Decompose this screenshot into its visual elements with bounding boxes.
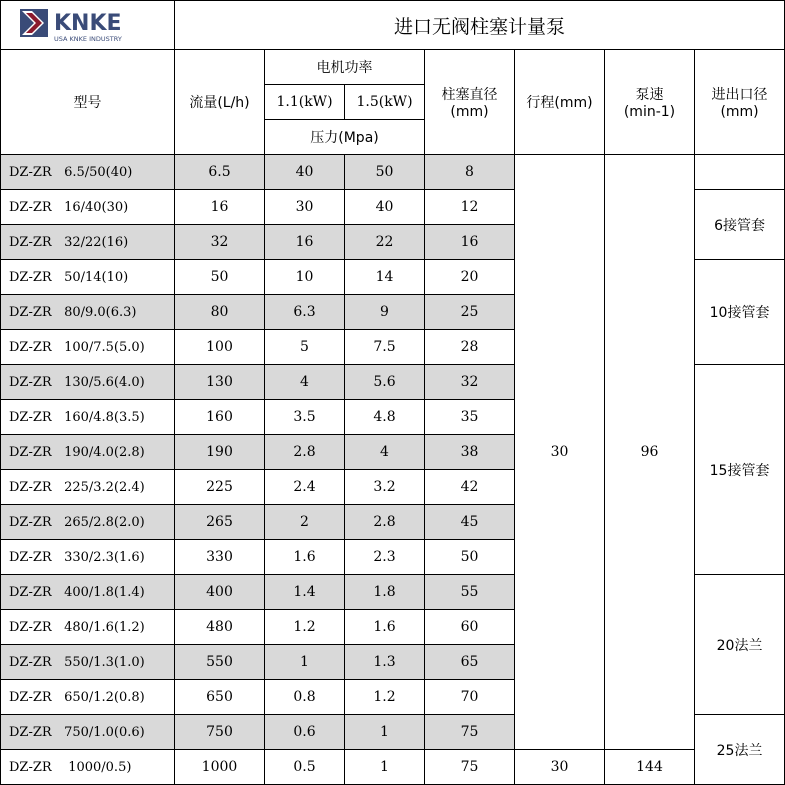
cell-flow: 100 bbox=[175, 330, 265, 365]
header-flow: 流量(L/h) bbox=[175, 50, 265, 155]
cell-pressure-1: 4 bbox=[265, 365, 345, 400]
header-plunger-line2: (mm) bbox=[450, 104, 489, 120]
cell-flow: 16 bbox=[175, 190, 265, 225]
cell-pressure-1: 1.4 bbox=[265, 575, 345, 610]
cell-pressure-1: 0.8 bbox=[265, 680, 345, 715]
cell-pressure-1: 10 bbox=[265, 260, 345, 295]
cell-pressure-2: 1 bbox=[345, 715, 425, 750]
cell-plunger: 60 bbox=[425, 610, 515, 645]
cell-model: DZ-ZR 50/14(10) bbox=[1, 260, 175, 295]
header-power-1: 1.1(kW) bbox=[265, 85, 345, 120]
cell-port: 6接管套 bbox=[695, 190, 785, 260]
cell-model: DZ-ZR 160/4.8(3.5) bbox=[1, 400, 175, 435]
cell-pressure-1: 2 bbox=[265, 505, 345, 540]
cell-flow: 160 bbox=[175, 400, 265, 435]
cell-pressure-2: 1.2 bbox=[345, 680, 425, 715]
cell-pressure-2: 5.6 bbox=[345, 365, 425, 400]
cell-pressure-2: 1.3 bbox=[345, 645, 425, 680]
cell-pressure-2: 7.5 bbox=[345, 330, 425, 365]
cell-model: DZ-ZR 80/9.0(6.3) bbox=[1, 295, 175, 330]
cell-pressure-1: 5 bbox=[265, 330, 345, 365]
page-title: 进口无阀柱塞计量泵 bbox=[175, 1, 785, 50]
title-row bbox=[1, 1, 785, 50]
cell-plunger: 8 bbox=[425, 155, 515, 190]
cell-pressure-1: 1.2 bbox=[265, 610, 345, 645]
cell-pressure-2: 4 bbox=[345, 435, 425, 470]
cell-speed: 144 bbox=[605, 750, 695, 785]
cell-pressure-1: 0.5 bbox=[265, 750, 345, 785]
header-speed-line1: 泵速 bbox=[635, 87, 664, 103]
cell-pressure-2: 4.8 bbox=[345, 400, 425, 435]
cell-pressure-2: 2.3 bbox=[345, 540, 425, 575]
cell-pressure-1: 40 bbox=[265, 155, 345, 190]
knke-logo-mark-icon bbox=[18, 5, 158, 45]
table-row bbox=[1, 155, 785, 190]
cell-flow: 400 bbox=[175, 575, 265, 610]
cell-model: DZ-ZR 480/1.6(1.2) bbox=[1, 610, 175, 645]
logo-tagline-text: USA KNKE INDUSTRY bbox=[53, 35, 122, 43]
cell-model: DZ-ZR 100/7.5(5.0) bbox=[1, 330, 175, 365]
cell-plunger: 75 bbox=[425, 715, 515, 750]
cell-flow: 480 bbox=[175, 610, 265, 645]
header-pressure: 压力(Mpa) bbox=[265, 120, 425, 155]
cell-flow: 190 bbox=[175, 435, 265, 470]
cell-port: 20法兰 bbox=[695, 575, 785, 715]
cell-pressure-1: 2.4 bbox=[265, 470, 345, 505]
cell-stroke: 30 bbox=[515, 750, 605, 785]
header-port-line2: (mm) bbox=[720, 104, 759, 120]
cell-plunger: 45 bbox=[425, 505, 515, 540]
cell-model: DZ-ZR 32/22(16) bbox=[1, 225, 175, 260]
cell-model: DZ-ZR 650/1.2(0.8) bbox=[1, 680, 175, 715]
cell-pressure-1: 30 bbox=[265, 190, 345, 225]
cell-plunger: 65 bbox=[425, 645, 515, 680]
cell-flow: 265 bbox=[175, 505, 265, 540]
cell-pressure-2: 3.2 bbox=[345, 470, 425, 505]
cell-flow: 550 bbox=[175, 645, 265, 680]
cell-plunger: 20 bbox=[425, 260, 515, 295]
header-speed bbox=[605, 50, 695, 155]
cell-plunger: 70 bbox=[425, 680, 515, 715]
cell-pressure-2: 14 bbox=[345, 260, 425, 295]
cell-pressure-1: 16 bbox=[265, 225, 345, 260]
cell-port: 10接管套 bbox=[695, 260, 785, 365]
cell-model: DZ-ZR 130/5.6(4.0) bbox=[1, 365, 175, 400]
cell-model: DZ-ZR 265/2.8(2.0) bbox=[1, 505, 175, 540]
header-port-line1: 进出口径 bbox=[711, 87, 768, 103]
cell-flow: 650 bbox=[175, 680, 265, 715]
logo-brand-text: KNKE bbox=[53, 11, 122, 36]
header-speed-line2: (min-1) bbox=[623, 104, 676, 120]
cell-flow: 50 bbox=[175, 260, 265, 295]
cell-plunger: 25 bbox=[425, 295, 515, 330]
header-motor-power: 电机功率 bbox=[265, 50, 425, 85]
cell-model: DZ-ZR 16/40(30) bbox=[1, 190, 175, 225]
cell-plunger: 35 bbox=[425, 400, 515, 435]
cell-stroke-merged: 30 bbox=[515, 155, 605, 750]
cell-model: DZ-ZR 225/3.2(2.4) bbox=[1, 470, 175, 505]
cell-model: DZ-ZR 550/1.3(1.0) bbox=[1, 645, 175, 680]
cell-pressure-1: 0.6 bbox=[265, 715, 345, 750]
header-power-2: 1.5(kW) bbox=[345, 85, 425, 120]
cell-plunger: 55 bbox=[425, 575, 515, 610]
cell-port: 15接管套 bbox=[695, 365, 785, 575]
cell-pressure-2: 50 bbox=[345, 155, 425, 190]
cell-pressure-2: 1.8 bbox=[345, 575, 425, 610]
cell-flow: 225 bbox=[175, 470, 265, 505]
header-stroke: 行程(mm) bbox=[515, 50, 605, 155]
cell-port: 25法兰 bbox=[695, 715, 785, 785]
cell-flow: 32 bbox=[175, 225, 265, 260]
table-row bbox=[1, 750, 785, 785]
header-port bbox=[695, 50, 785, 155]
cell-plunger: 32 bbox=[425, 365, 515, 400]
cell-pressure-2: 22 bbox=[345, 225, 425, 260]
cell-model: DZ-ZR 400/1.8(1.4) bbox=[1, 575, 175, 610]
cell-plunger: 50 bbox=[425, 540, 515, 575]
cell-pressure-1: 1.6 bbox=[265, 540, 345, 575]
cell-model: DZ-ZR 330/2.3(1.6) bbox=[1, 540, 175, 575]
cell-model: DZ-ZR 750/1.0(0.6) bbox=[1, 715, 175, 750]
cell-pressure-2: 2.8 bbox=[345, 505, 425, 540]
cell-plunger: 28 bbox=[425, 330, 515, 365]
cell-speed-merged: 96 bbox=[605, 155, 695, 750]
cell-flow: 1000 bbox=[175, 750, 265, 785]
header-row-1 bbox=[1, 50, 785, 85]
cell-pressure-2: 1.6 bbox=[345, 610, 425, 645]
cell-flow: 750 bbox=[175, 715, 265, 750]
cell-pressure-1: 1 bbox=[265, 645, 345, 680]
cell-pressure-2: 1 bbox=[345, 750, 425, 785]
cell-pressure-2: 9 bbox=[345, 295, 425, 330]
cell-plunger: 42 bbox=[425, 470, 515, 505]
cell-flow: 330 bbox=[175, 540, 265, 575]
cell-plunger: 16 bbox=[425, 225, 515, 260]
cell-model: DZ-ZR 190/4.0(2.8) bbox=[1, 435, 175, 470]
header-model: 型号 bbox=[1, 50, 175, 155]
logo-cell bbox=[1, 1, 175, 50]
cell-pressure-2: 40 bbox=[345, 190, 425, 225]
cell-plunger: 12 bbox=[425, 190, 515, 225]
header-plunger bbox=[425, 50, 515, 155]
cell-plunger: 38 bbox=[425, 435, 515, 470]
cell-port-blank bbox=[695, 155, 785, 190]
cell-model: DZ-ZR 1000/0.5) bbox=[1, 750, 175, 785]
cell-flow: 80 bbox=[175, 295, 265, 330]
cell-model: DZ-ZR 6.5/50(40) bbox=[1, 155, 175, 190]
cell-flow: 130 bbox=[175, 365, 265, 400]
cell-pressure-1: 6.3 bbox=[265, 295, 345, 330]
cell-plunger: 75 bbox=[425, 750, 515, 785]
cell-flow: 6.5 bbox=[175, 155, 265, 190]
knke-logo bbox=[1, 1, 174, 49]
header-plunger-line1: 柱塞直径 bbox=[441, 87, 498, 103]
cell-pressure-1: 3.5 bbox=[265, 400, 345, 435]
cell-pressure-1: 2.8 bbox=[265, 435, 345, 470]
